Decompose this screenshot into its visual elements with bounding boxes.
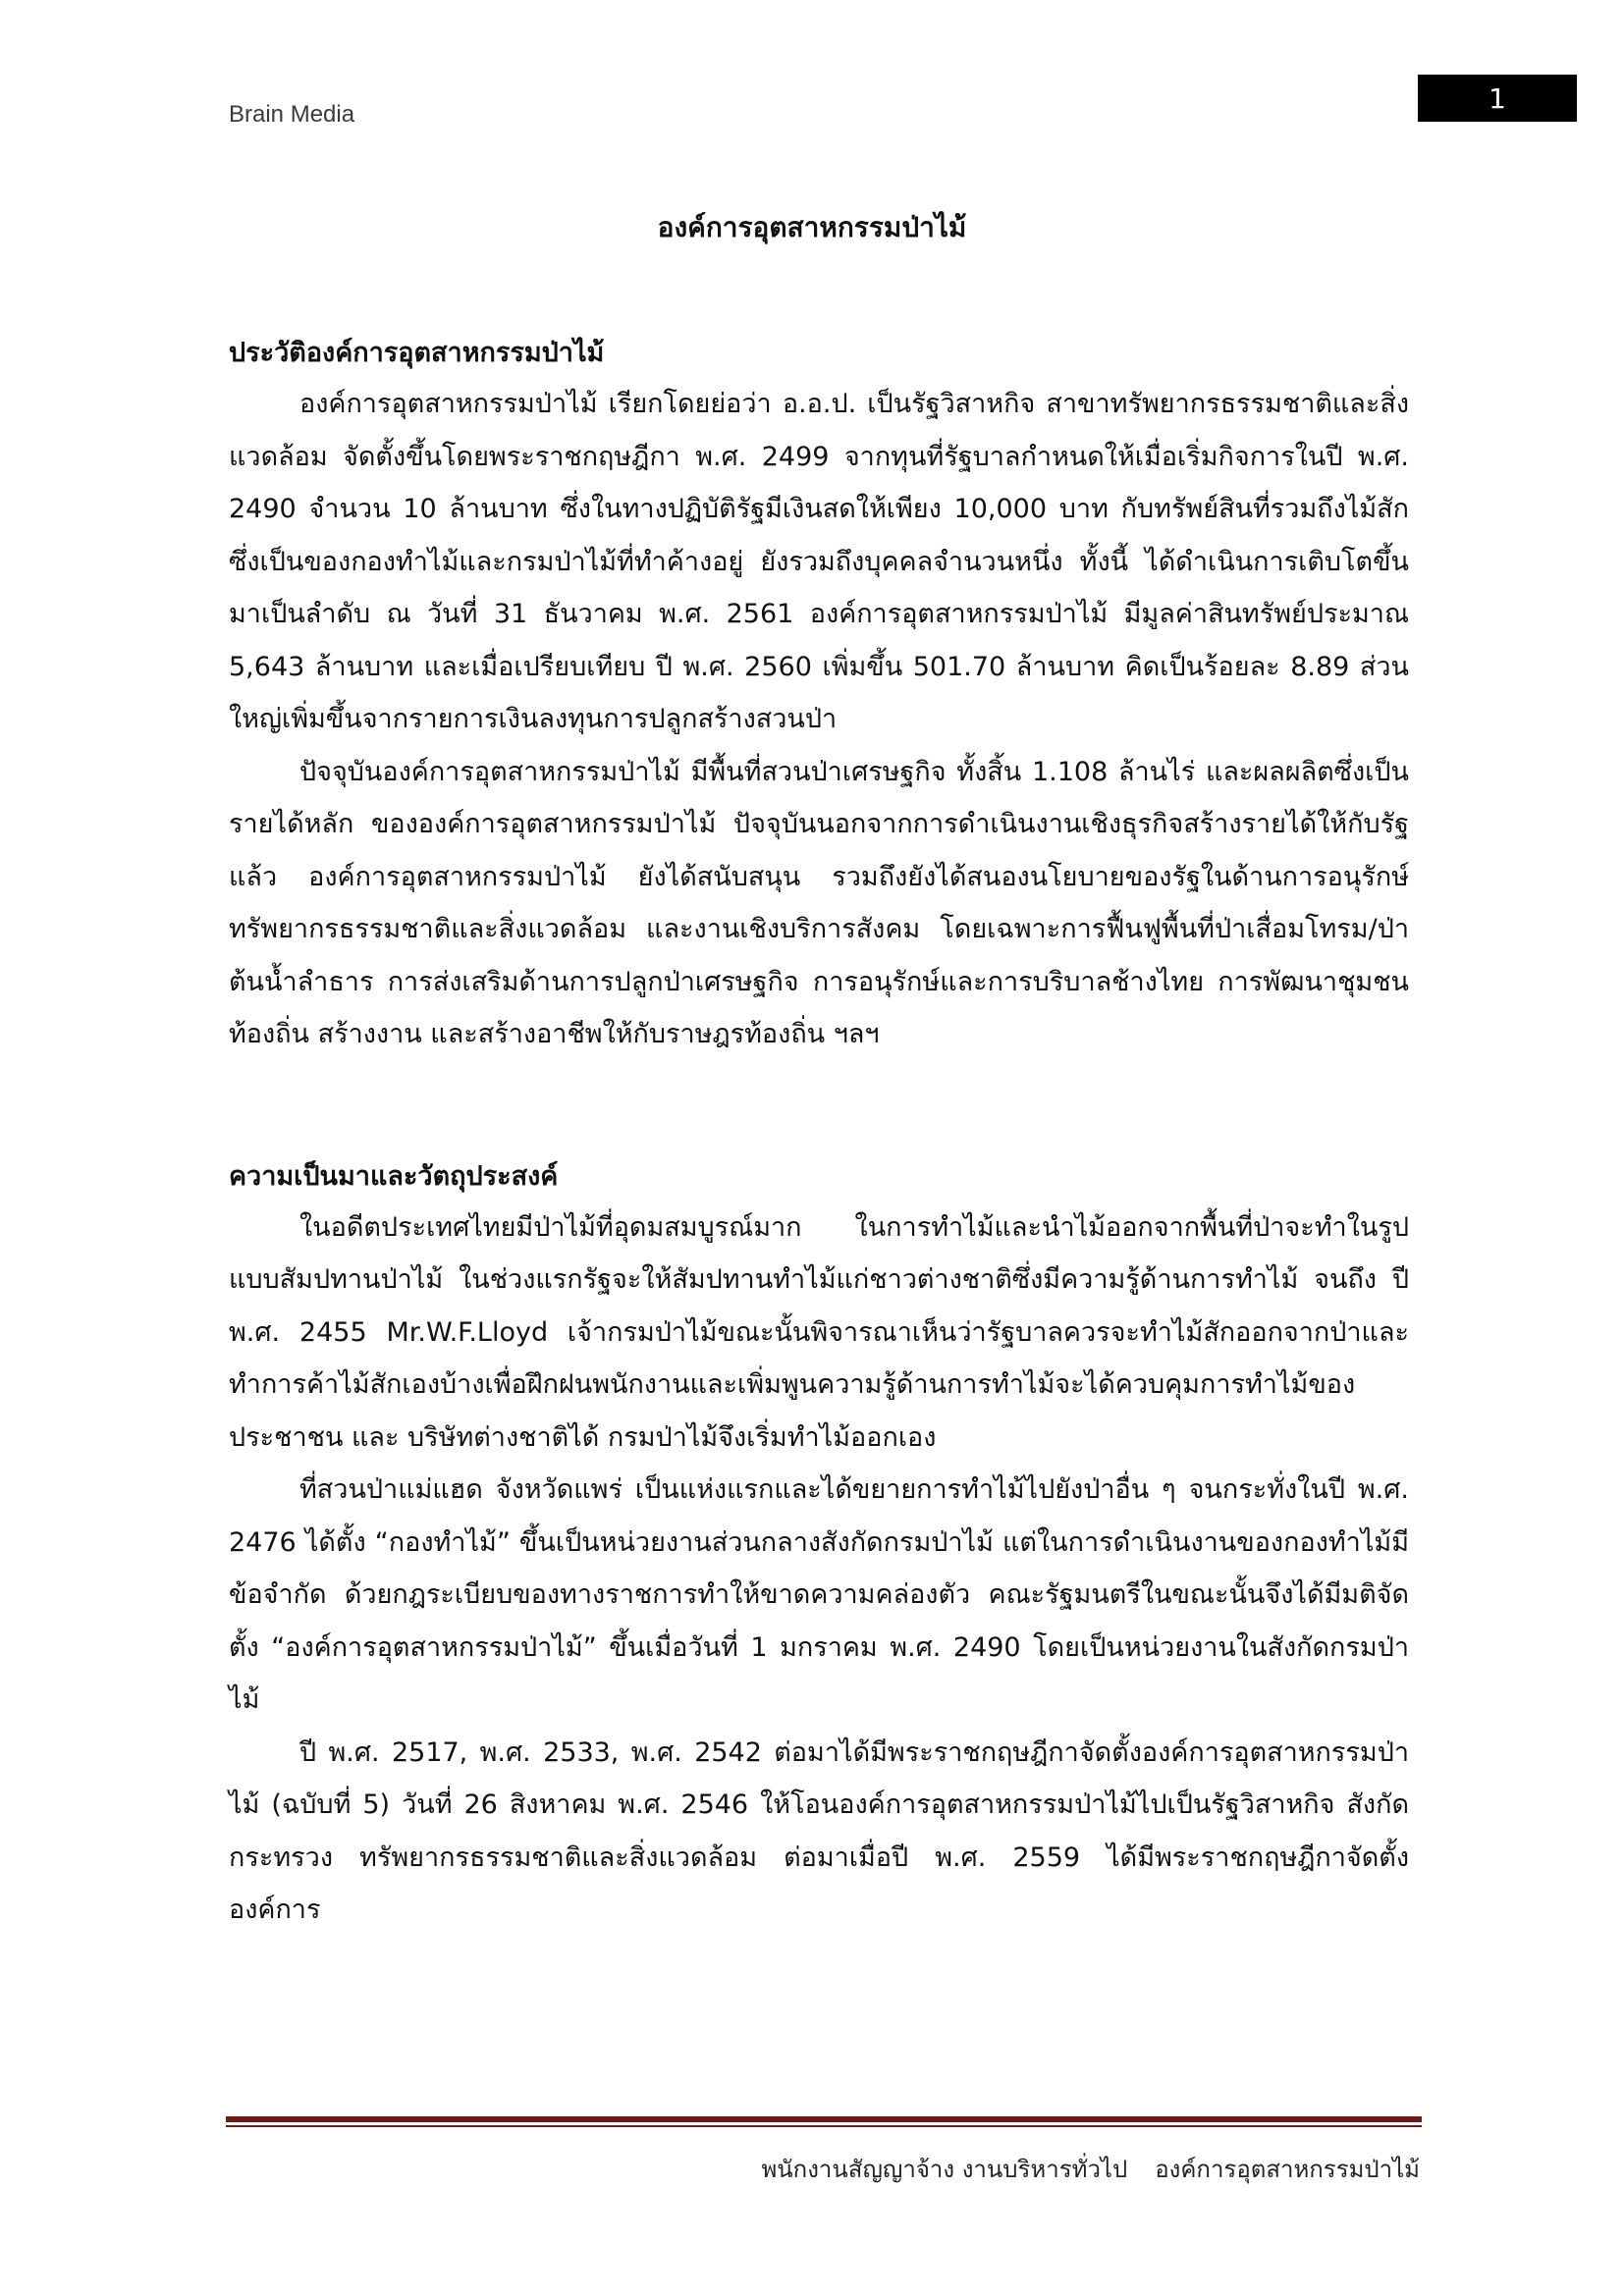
section-heading-history: ประวัติองค์การอุตสาหกรรมป่าไม้ — [229, 338, 605, 368]
paragraph: ปัจจุบันองค์การอุตสาหกรรมป่าไม้ มีพื้นที่สวนป่าเศรษฐกิจ ทั้งสิ้น 1.108 ล้านไร่ และผลผลิตซึ่งเป็นรายได้หลัก ขององค์การอุตสาหกรรมป่าไม้ ปัจจุบันนอกจากการดำเนินงานเชิงธุรกิจสร้างรายได้ให้กับรัฐแล้ว องค์การอุตสาหกรรมป่าไม้ ยังได้สนับสนุน รวมถึงยังได้สนองนโยบายของรัฐในด้านการอนุรักษ์ทรัพยากรธรรมชาติและสิ่งแวดล้อม และงานเชิงบริการสังคม โดยเฉพาะการฟื้นฟูพื้นที่ป่าเสื่อมโทรม/ป่าต้นน้ำลำธาร การส่งเสริมด้านการปลูกป่าเศรษฐกิจ การอนุรักษ์และการบริบาลช้างไทย การพัฒนาชุมชนท้องถิ่น สร้างงาน และสร้างอาชีพให้กับราษฎรท้องถิ่น ฯลฯ — [229, 756, 1409, 1049]
footer-divider-thin — [226, 2125, 1422, 2127]
page-title: องค์การอุตสาหกรรมป่าไม้ — [657, 211, 967, 243]
section-spacer — [229, 1061, 1409, 1152]
footer-position-label: พนักงานสัญญาจ้าง งานบริหารทั่วไป — [761, 2156, 1128, 2183]
footer — [761, 2150, 1420, 2188]
page-number-badge: 1 — [1418, 75, 1577, 122]
document-body — [229, 329, 1409, 1937]
footer-divider — [226, 2116, 1422, 2122]
paragraph: ในอดีตประเทศไทยมีป่าไม้ที่อุดมสมบูรณ์มาก ในการทำไม้และนำไม้ออกจากพื้นที่ป่าจะทำในรูปแบบสัมปทานป่าไม้ ในช่วงแรกรัฐจะให้สัมปทานทำไม้แก่ชาวต่างชาติซึ่งมีความรู้ด้านการทำไม้ จนถึง ปี พ.ศ. 2455 Mr.W.F.Lloyd เจ้ากรมป่าไม้ขณะนั้นพิจารณาเห็นว่ารัฐบาลควรจะทำไม้สักออกจากป่าและทำการค้าไม้สักเองบ้างเพื่อฝึกฝนพนักงานและเพิ่มพูนความรู้ด้านการทำไม้จะได้ควบคุมการทำไม้ของประชาชน และ บริษัทต่างชาติได้ กรมป่าไม้จึงเริ่มทำไม้ออกเอง — [229, 1211, 1409, 1453]
paragraph: ปี พ.ศ. 2517, พ.ศ. 2533, พ.ศ. 2542 ต่อมาได้มีพระราชกฤษฎีกาจัดตั้งองค์การอุตสาหกรรมป่าไม้ (ฉบับที่ 5) วันที่ 26 สิงหาคม พ.ศ. 2546 ให้โอนองค์การอุตสาหกรรมป่าไม้ไปเป็นรัฐวิสาหกิจ สังกัด กระทรวง ทรัพยากรธรรมชาติและสิ่งแวดล้อม ต่อมาเมื่อปี พ.ศ. 2559 ได้มีพระราชกฤษฎีกาจัดตั้งองค์การ — [229, 1736, 1409, 1925]
footer-organization: องค์การอุตสาหกรรมป่าไม้ — [1155, 2156, 1420, 2183]
paragraph: องค์การอุตสาหกรรมป่าไม้ เรียกโดยย่อว่า อ.อ.ป. เป็นรัฐวิสาหกิจ สาขาทรัพยากรธรรมชาติและสิ่งแวดล้อม จัดตั้งขึ้นโดยพระราชกฤษฎีกา พ.ศ. 2499 จากทุนที่รัฐบาลกำหนดให้เมื่อเริ่มกิจการในปี พ.ศ. 2490 จำนวน 10 ล้านบาท ซึ่งในทางปฏิบัติรัฐมีเงินสดให้เพียง 10,000 บาท กับทรัพย์สินที่รวมถึงไม้สักซึ่งเป็นของกองทำไม้และกรมป่าไม้ที่ทำค้างอยู่ ยังรวมถึงบุคคลจำนวนหนึ่ง ทั้งนี้ ได้ดำเนินการเติบโตขึ้นมาเป็นลำดับ ณ วันที่ 31 ธันวาคม พ.ศ. 2561 องค์การอุตสาหกรรมป่าไม้ มีมูลค่าสินทรัพย์ประมาณ 5,643 ล้านบาท และเมื่อเปรียบเทียบ ปี พ.ศ. 2560 เพิ่มขึ้น 501.70 ล้านบาท คิดเป็นร้อยละ 8.89 ส่วนใหญ่เพิ่มขึ้นจากรายการเงินลงทุนการปลูกสร้างสวนป่า — [229, 389, 1409, 734]
paragraph: ที่สวนป่าแม่แฮด จังหวัดแพร่ เป็นแห่งแรกและได้ขยายการทำไม้ไปยังป่าอื่น ๆ จนกระทั่งในปี พ.ศ. 2476 ได้ตั้ง “กองทำไม้” ขึ้นเป็นหน่วยงานส่วนกลางสังกัดกรมป่าไม้ แต่ในการดำเนินงานของกองทำไม้มีข้อจำกัด ด้วยกฎระเบียบของทางราชการทำให้ขาดความคล่องตัว คณะรัฐมนตรีในขณะนั้นจึงได้มีมติจัดตั้ง “องค์การอุตสาหกรรมป่าไม้” ขึ้นเมื่อวันที่ 1 มกราคม พ.ศ. 2490 โดยเป็นหน่วยงานในสังกัดกรมป่าไม้ — [229, 1474, 1409, 1715]
brand-label: Brain Media — [229, 101, 355, 128]
section-heading-background: ความเป็นมาและวัตถุประสงค์ — [229, 1160, 559, 1192]
